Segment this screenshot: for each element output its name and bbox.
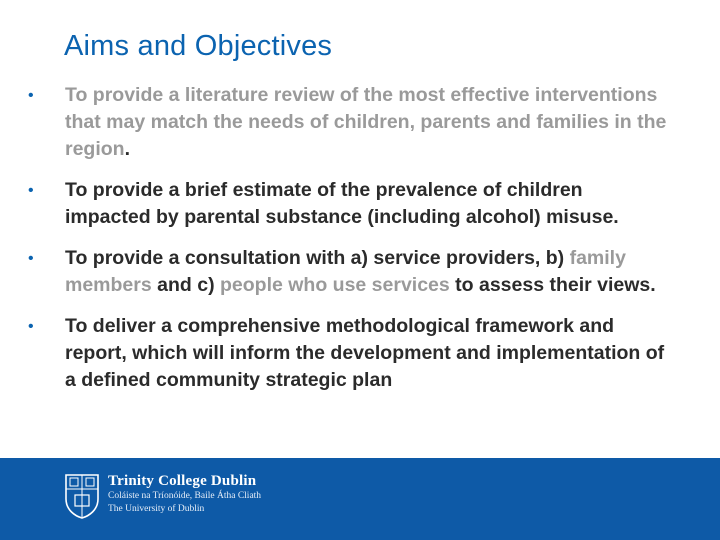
objective-item [28,82,668,163]
objective-text: To provide a brief estimate of the prevalence of children impacted by parental substance (including alcohol) misuse. [65,179,619,228]
university-irish-name: Coláiste na Tríonóide, Baile Átha Cliath [108,491,262,501]
objective-item [28,245,668,299]
trinity-crest-icon [64,473,100,519]
objective-text: people who use services [219,274,450,296]
footer-bar [0,458,720,540]
objective-text: To provide a literature review of the most effective interventions that may match the needs of children, parents and families in the region [65,84,667,160]
bullet-marker: • [28,318,34,335]
bullet-marker: • [28,182,34,199]
bullet-marker: • [28,250,34,267]
objective-text: . [124,138,131,160]
objective-item [28,177,668,231]
slide-title: Aims and Objectives [64,30,333,62]
bullet-marker: • [28,87,34,104]
objective-text: To deliver a comprehensive methodological framework and report, which will inform the development and implementation of a defined community strategic plan [65,315,665,391]
objective-text: and c) [151,274,220,296]
objectives-list [28,82,668,408]
objective-text: to assess their views. [449,274,656,296]
objective-text: family members [65,247,626,296]
university-logo-text [108,472,261,516]
objective-text: To provide a consultation with a) service providers, b) [65,247,570,269]
university-name: Trinity College Dublin [108,473,257,489]
university-tagline: The University of Dublin [108,504,205,514]
objective-item [28,313,668,394]
